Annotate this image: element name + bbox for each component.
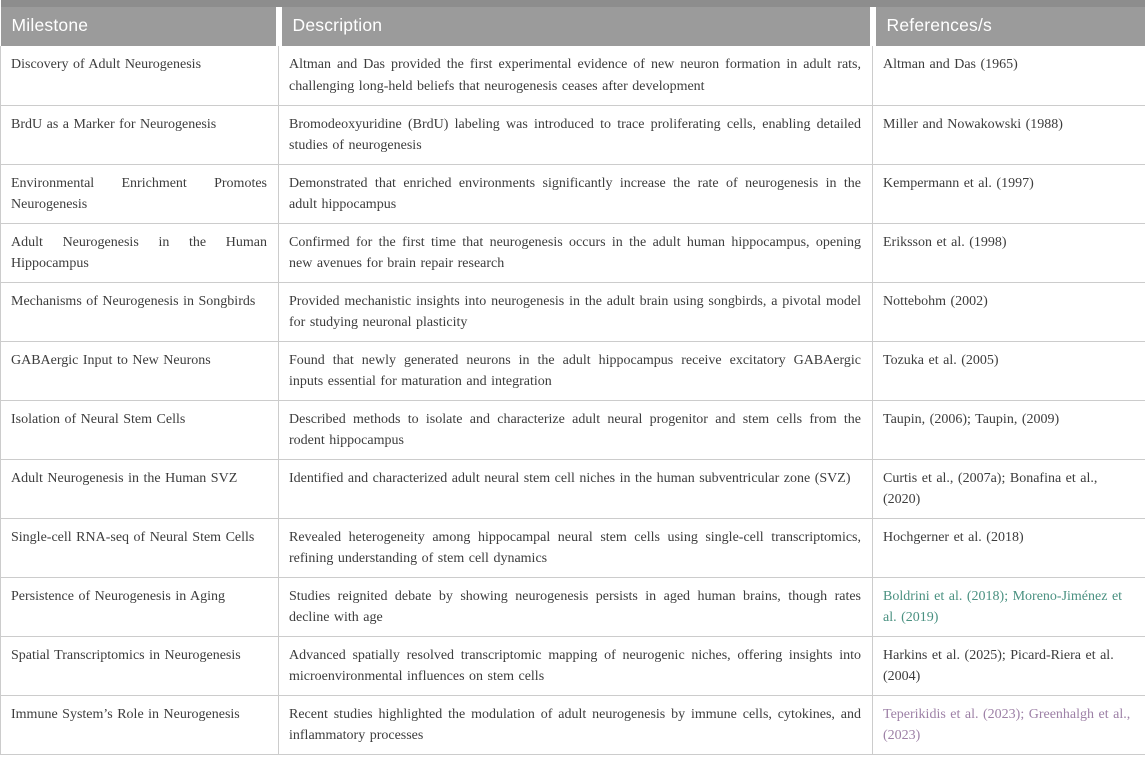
description-cell: Studies reignited debate by showing neurogenesis persists in aged human brains, though rates decline with age [279,577,873,636]
references-cell: Altman and Das (1965) [873,46,1145,105]
milestone-cell: BrdU as a Marker for Neurogenesis [1,105,279,164]
table-row [1,518,1145,577]
table-row [1,46,1145,105]
milestone-cell: Immune System’s Role in Neurogenesis [1,695,279,754]
references-cell: Curtis et al., (2007a); Bonafina et al., (2020) [873,459,1145,518]
header-row [1,4,1145,47]
milestone-cell: Adult Neurogenesis in the Human Hippocampus [1,223,279,282]
milestone-cell: Environmental Enrichment Promotes Neurogenesis [1,164,279,223]
table-row [1,164,1145,223]
references-cell: Taupin, (2006); Taupin, (2009) [873,400,1145,459]
table-row [1,636,1145,695]
description-cell: Described methods to isolate and characterize adult neural progenitor and stem cells from the rodent hippocampus [279,400,873,459]
milestone-cell: Adult Neurogenesis in the Human SVZ [1,459,279,518]
references-cell: Tozuka et al. (2005) [873,341,1145,400]
column-header-description: Description [279,4,873,47]
description-cell: Revealed heterogeneity among hippocampal neural stem cells using single-cell transcriptomics, refining understanding of stem cell dynamics [279,518,873,577]
table-body [1,46,1145,754]
reference-link[interactable]: Teperikidis et al. (2023); Greenhalgh et al., (2023) [873,695,1145,754]
description-cell: Provided mechanistic insights into neurogenesis in the adult brain using songbirds, a pivotal model for studying neuronal plasticity [279,282,873,341]
table-row [1,341,1145,400]
description-cell: Found that newly generated neurons in the adult hippocampus receive excitatory GABAergic inputs essential for maturation and integration [279,341,873,400]
references-cell: Hochgerner et al. (2018) [873,518,1145,577]
references-cell: Nottebohm (2002) [873,282,1145,341]
milestone-cell: Mechanisms of Neurogenesis in Songbirds [1,282,279,341]
table-row [1,577,1145,636]
description-cell: Confirmed for the first time that neurogenesis occurs in the adult human hippocampus, opening new avenues for brain repair research [279,223,873,282]
references-cell: Harkins et al. (2025); Picard-Riera et al. (2004) [873,636,1145,695]
references-cell: Kempermann et al. (1997) [873,164,1145,223]
reference-link[interactable]: Boldrini et al. (2018); Moreno-Jiménez et al. (2019) [873,577,1145,636]
milestone-cell: Persistence of Neurogenesis in Aging [1,577,279,636]
table-row [1,223,1145,282]
references-cell: Eriksson et al. (1998) [873,223,1145,282]
table-row [1,282,1145,341]
table-row [1,105,1145,164]
description-cell: Demonstrated that enriched environments significantly increase the rate of neurogenesis in the adult hippocampus [279,164,873,223]
table-row [1,695,1145,754]
column-header-milestone: Milestone [1,4,279,47]
description-cell: Advanced spatially resolved transcriptomic mapping of neurogenic niches, offering insights into microenvironmental influences on stem cells [279,636,873,695]
milestone-cell: Isolation of Neural Stem Cells [1,400,279,459]
milestone-cell: Single-cell RNA-seq of Neural Stem Cells [1,518,279,577]
description-cell: Recent studies highlighted the modulation of adult neurogenesis by immune cells, cytokines, and inflammatory processes [279,695,873,754]
table-row [1,400,1145,459]
column-header-references: References/s [873,4,1145,47]
table-row [1,459,1145,518]
milestone-cell: Spatial Transcriptomics in Neurogenesis [1,636,279,695]
milestone-cell: Discovery of Adult Neurogenesis [1,46,279,105]
references-cell: Miller and Nowakowski (1988) [873,105,1145,164]
description-cell: Identified and characterized adult neural stem cell niches in the human subventricular zone (SVZ) [279,459,873,518]
description-cell: Altman and Das provided the first experimental evidence of new neuron formation in adult rats, challenging long-held beliefs that neurogenesis ceases after development [279,46,873,105]
description-cell: Bromodeoxyuridine (BrdU) labeling was introduced to trace proliferating cells, enabling detailed studies of neurogenesis [279,105,873,164]
milestone-cell: GABAergic Input to New Neurons [1,341,279,400]
